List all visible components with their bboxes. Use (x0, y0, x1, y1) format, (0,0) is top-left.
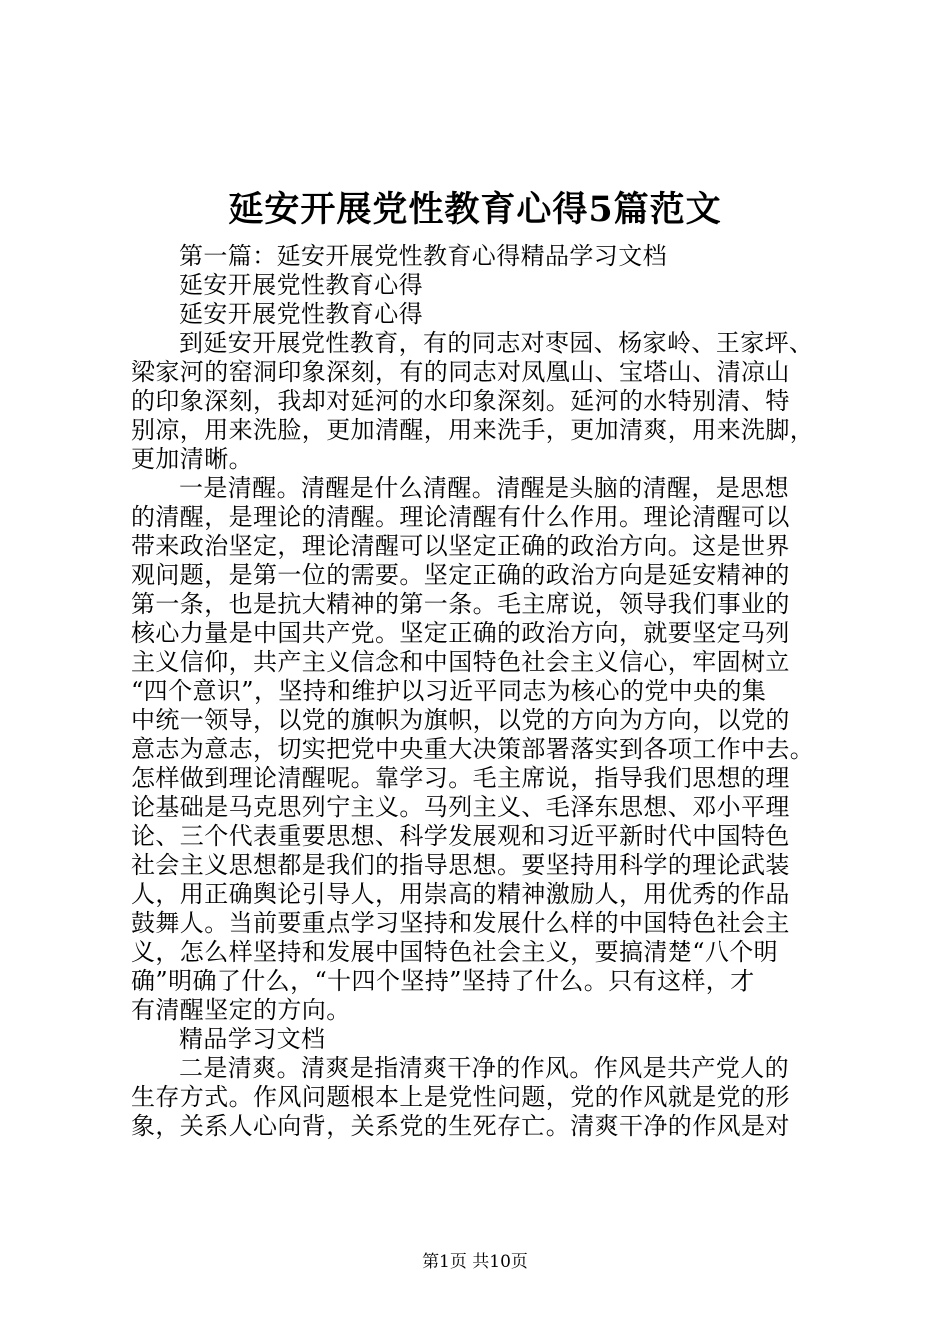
paragraph-line: 别凉，用来洗脸，更加清醒，用来洗手，更加清爽，用来洗脚， (131, 416, 815, 444)
paragraph-line: 人，用正确舆论引导人，用崇高的精神激励人，用优秀的作品 (131, 880, 790, 908)
paragraph-line: 意志为意志，切实把党中央重大决策部署落实到各项工作中去。 (131, 735, 815, 763)
paragraph-line: 的清醒，是理论的清醒。理论清醒有什么作用。理论清醒可以 (131, 503, 790, 531)
section-heading: 第一篇：延安开展党性教育心得精品学习文档 (179, 242, 667, 270)
paragraph-line: “四个意识”，坚持和维护以习近平同志为核心的党中央的集 (131, 677, 767, 705)
paragraph-line: 核心力量是中国共产党。坚定正确的政治方向，就要坚定马列 (131, 619, 790, 647)
paragraph-line: 观问题，是第一位的需要。坚定正确的政治方向是延安精神的 (131, 561, 790, 589)
paragraph-line: 社会主义思想都是我们的指导思想。要坚持用科学的理论武装 (131, 851, 790, 879)
paragraph-line: 第一条，也是抗大精神的第一条。毛主席说，领导我们事业的 (131, 590, 790, 618)
document-title: 延安开展党性教育心得5篇范文 (228, 189, 722, 230)
watermark-text: 精品学习文档 (179, 1025, 326, 1053)
subheading: 延安开展党性教育心得 (179, 271, 423, 299)
paragraph-line: 怎样做到理论清醒呢。靠学习。毛主席说，指导我们思想的理 (131, 764, 790, 792)
paragraph-line: 带来政治坚定，理论清醒可以坚定正确的政治方向。这是世界 (131, 532, 790, 560)
paragraph-line: 义，怎么样坚持和发展中国特色社会主义，要搞清楚“八个明 (131, 938, 779, 966)
paragraph-line: 有清醒坚定的方向。 (131, 996, 351, 1024)
paragraph-line: 的印象深刻，我却对延河的水印象深刻。延河的水特别清、特 (131, 387, 790, 415)
paragraph-line: 主义信仰，共产主义信念和中国特色社会主义信心，牢固树立 (131, 648, 790, 676)
paragraph-line: 论基础是马克思列宁主义。马列主义、毛泽东思想、邓小平理 (131, 793, 790, 821)
paragraph-line: 二是清爽。清爽是指清爽干净的作风。作风是共产党人的 (179, 1054, 789, 1082)
paragraph-line: 梁家河的窑洞印象深刻，有的同志对凤凰山、宝塔山、清凉山 (131, 358, 790, 386)
paragraph-line: 确”明确了什么，“十四个坚持”坚持了什么。只有这样，才 (131, 967, 755, 995)
paragraph-line: 中统一领导，以党的旗帜为旗帜，以党的方向为方向，以党的 (131, 706, 790, 734)
paragraph-line: 到延安开展党性教育，有的同志对枣园、杨家岭、王家坪、 (179, 329, 814, 357)
paragraph-line: 论、三个代表重要思想、科学发展观和习近平新时代中国特色 (131, 822, 790, 850)
paragraph-line: 一是清醒。清醒是什么清醒。清醒是头脑的清醒，是思想 (179, 474, 789, 502)
paragraph-line: 更加清晰。 (131, 445, 253, 473)
paragraph-line: 生存方式。作风问题根本上是党性问题，党的作风就是党的形 (131, 1083, 790, 1111)
paragraph-line: 鼓舞人。当前要重点学习坚持和发展什么样的中国特色社会主 (131, 909, 790, 937)
page-footer: 第1页 共10页 (422, 1252, 528, 1272)
paragraph-line: 象，关系人心向背，关系党的生死存亡。清爽干净的作风是对 (131, 1112, 790, 1140)
subheading: 延安开展党性教育心得 (179, 300, 423, 328)
document-body (131, 242, 853, 1141)
